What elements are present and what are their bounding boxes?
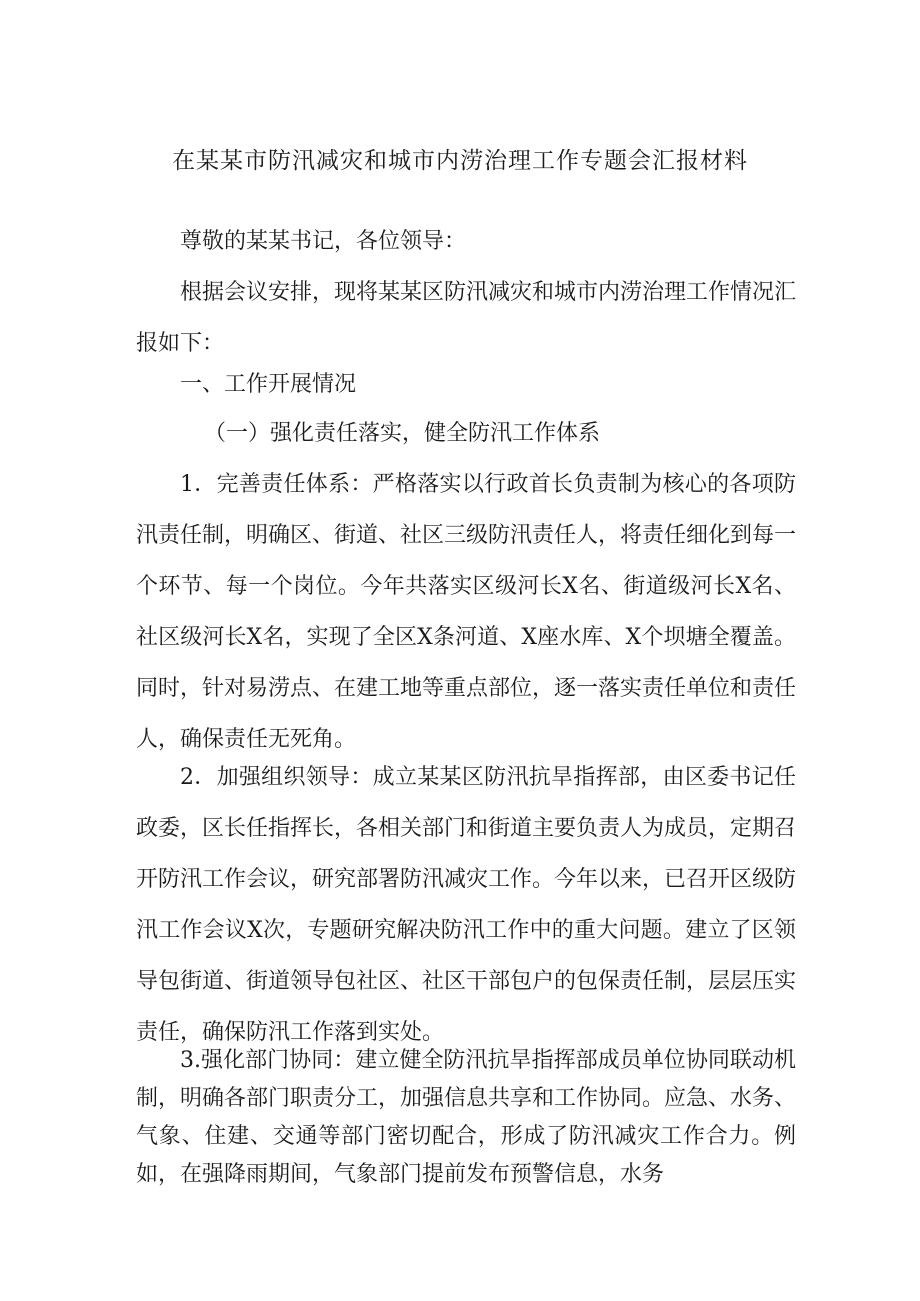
item-1-paragraph: 1．完善责任体系：严格落实以行政首长负责制为核心的各项防汛责任制，明确区、街道、社区三级防汛责任人，将责任细化到每一个环节、每一个岗位。今年共落实区级河长X名、街道级河长X名、社区级河长X名，实现了全区X条河道、X座水库、X个坝塘全覆盖。同时，针对易涝点、在建工地等重点部位，逐一落实责任单位和责任人，确保责任无死角。: [136, 472, 797, 752]
item-3-paragraph: 3.强化部门协同：建立健全防汛抗旱指挥部成员单位协同联动机制，明确各部门职责分工，加强信息共享和工作协同。应急、水务、气象、住建、交通等部门密切配合，形成了防汛减灾工作合力。例如，在强降雨期间，气象部门提前发布预警信息，水务: [136, 1048, 797, 1187]
subsection-heading-1: （一）强化责任落实，健全防汛工作体系: [204, 421, 601, 446]
salutation: 尊敬的某某书记，各位领导：: [180, 229, 467, 254]
intro-paragraph: 根据会议安排，现将某某区防汛减灾和城市内涝治理工作情况汇报如下：: [136, 280, 797, 356]
item-2-paragraph: 2．加强组织领导：成立某某区防汛抗旱指挥部，由区委书记任政委，区长任指挥长，各相关部门和街道主要负责人为成员，定期召开防汛工作会议，研究部署防汛减灾工作。今年以来，已召开区级防汛工作会议X次，专题研究解决防汛工作中的重大问题。建立了区领导包街道、街道领导包社区、社区干部包户的包保责任制，层层压实责任，确保防汛工作落到实处。: [136, 765, 797, 1045]
section-heading-1: 一、工作开展情况: [180, 372, 357, 397]
document-title: 在某某市防汛减灾和城市内涝治理工作专题会汇报材料: [172, 148, 748, 174]
